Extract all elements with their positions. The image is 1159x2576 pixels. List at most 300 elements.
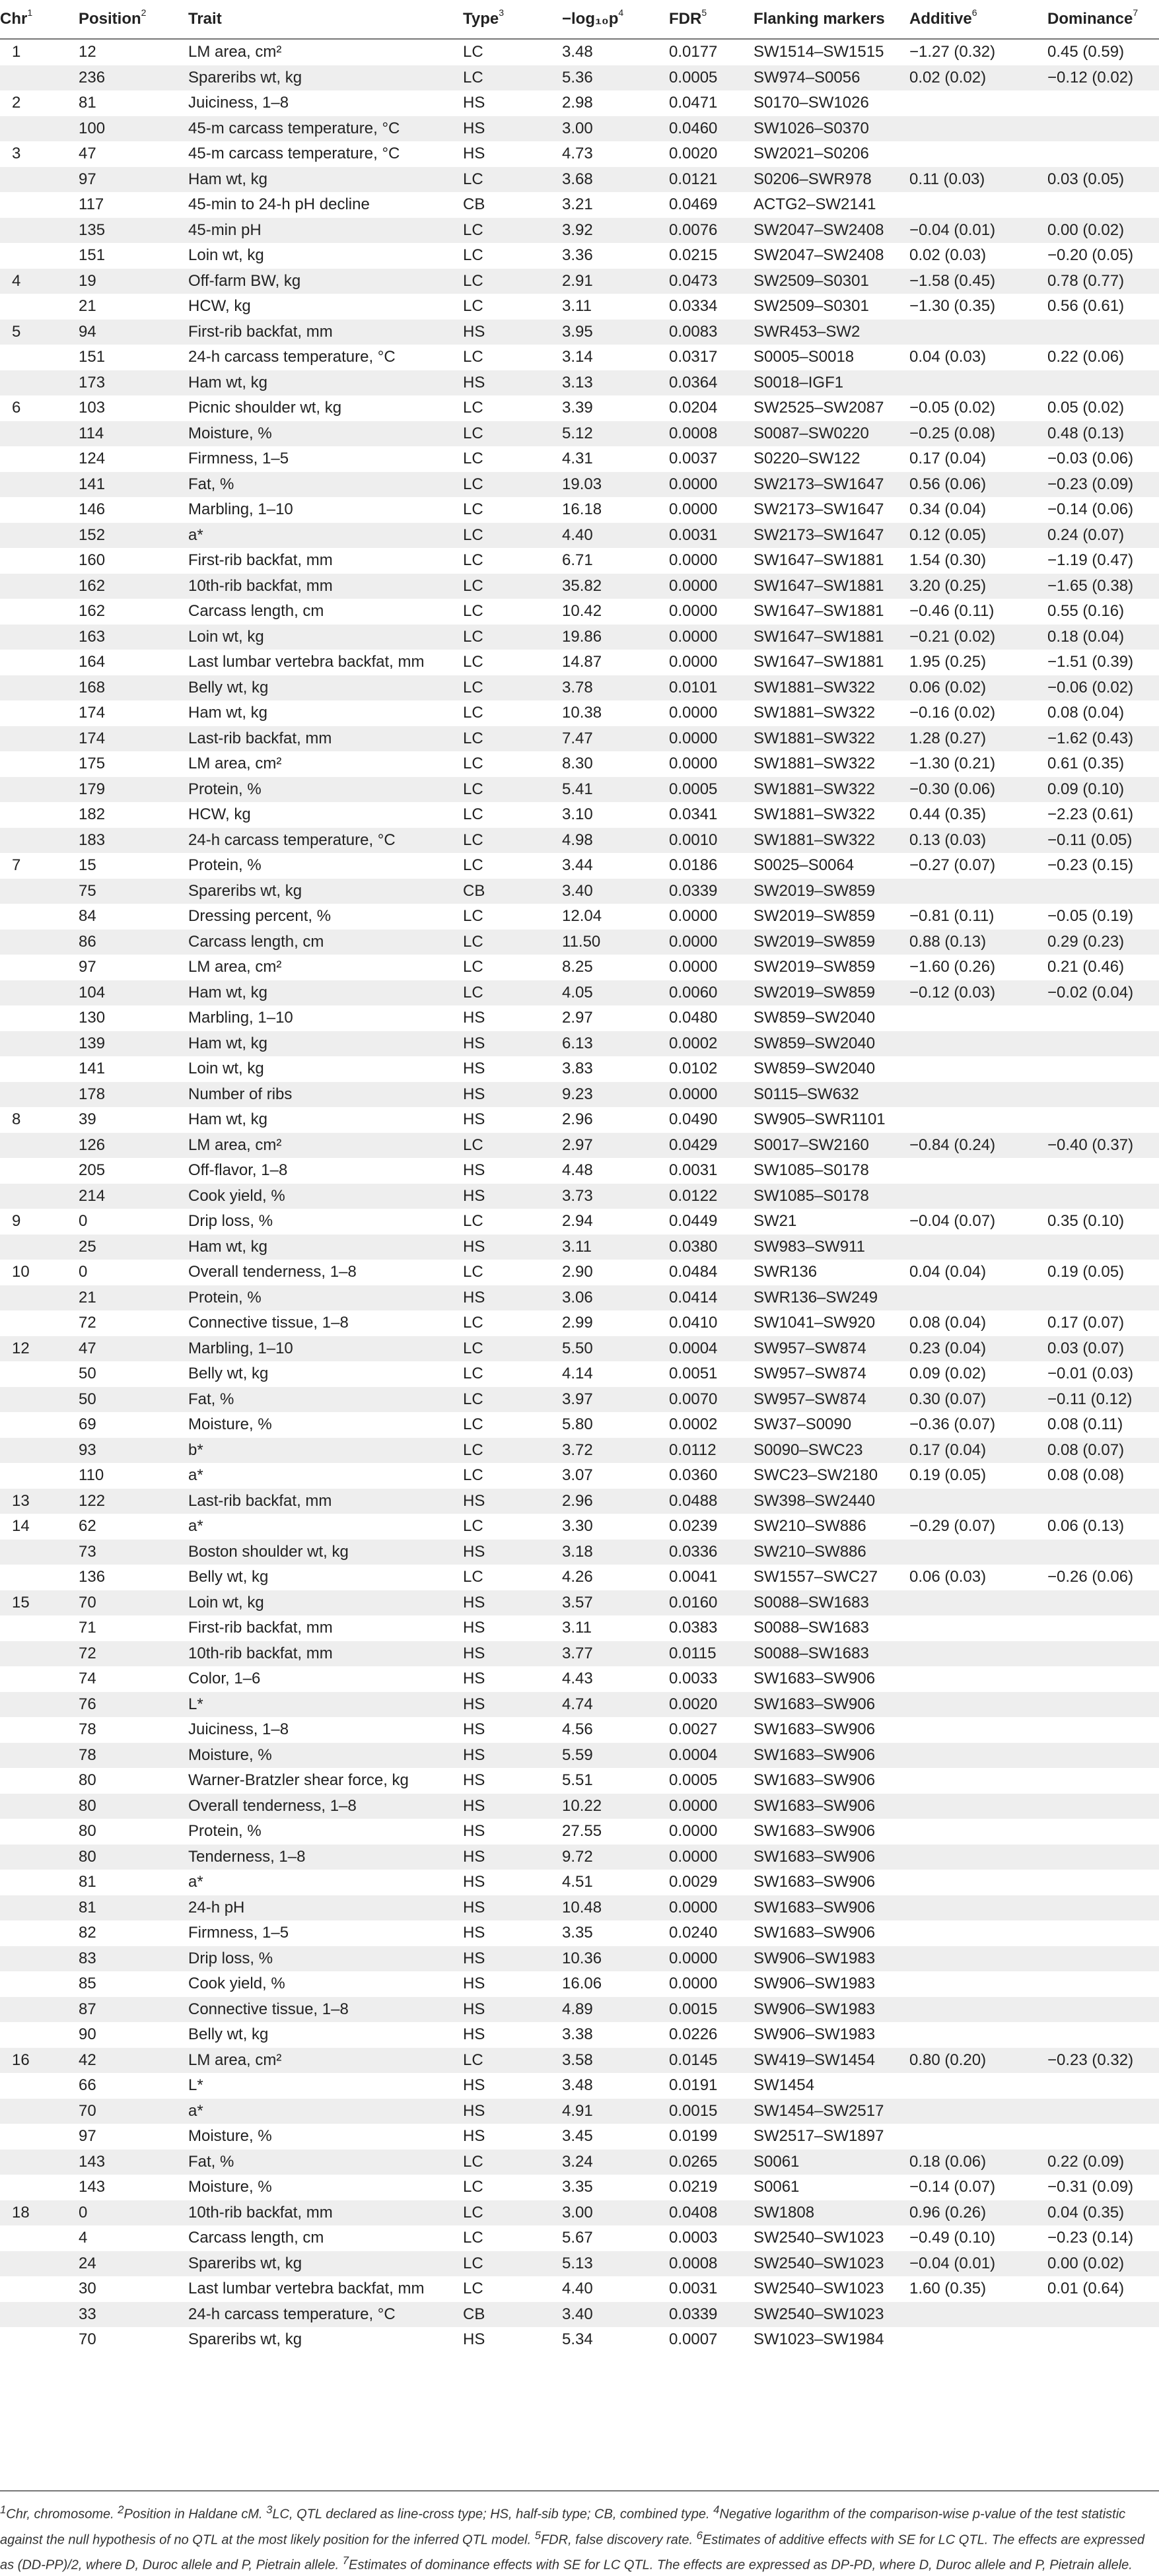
cell-fdr: 0.0364 [669,370,754,396]
cell-flanking-markers: SW2047–SW2408 [754,243,909,269]
cell-chr [0,2150,79,2175]
cell-chr [0,1463,79,1489]
cell-position: 174 [79,700,188,726]
cell-fdr: 0.0002 [669,1031,754,1057]
cell-chr [0,2276,79,2302]
cell-additive [909,1845,1047,1870]
header-type [463,0,562,39]
footnote-marker: 7 [342,2554,349,2567]
cell-type: HS [463,2099,562,2124]
cell-neglog10p: 4.56 [562,1717,669,1743]
table-row [0,675,1159,701]
cell-fdr: 0.0101 [669,675,754,701]
cell-type: LC [463,853,562,879]
cell-chr [0,345,79,370]
cell-chr [0,1946,79,1972]
cell-position: 143 [79,2175,188,2200]
cell-position: 75 [79,879,188,904]
cell-type: LC [463,1209,562,1235]
table-row [0,1615,1159,1641]
cell-neglog10p: 4.74 [562,1692,669,1718]
cell-flanking-markers: SW1647–SW1881 [754,548,909,574]
cell-dominance [1047,1590,1159,1616]
cell-flanking-markers: SW1683–SW906 [754,1819,909,1845]
cell-additive [909,192,1047,218]
cell-additive [909,2099,1047,2124]
cell-dominance [1047,116,1159,142]
table-row [0,446,1159,472]
cell-fdr: 0.0005 [669,777,754,803]
cell-fdr: 0.0186 [669,853,754,879]
cell-fdr: 0.0031 [669,1158,754,1184]
header-label: FDR [669,10,702,28]
cell-neglog10p: 4.91 [562,2099,669,2124]
cell-position: 19 [79,269,188,294]
cell-position: 126 [79,1133,188,1159]
table-row [0,1895,1159,1921]
table-row [0,345,1159,370]
cell-chr [0,2175,79,2200]
cell-neglog10p: 4.40 [562,2276,669,2302]
cell-trait: Carcass length, cm [188,599,463,625]
footnote-text: Negative logarithm of the comparison-wise p-value of the test statistic against the null hypothesis of no QTL at the most likely position for the inferred QTL model. [0,2507,1126,2548]
cell-neglog10p: 14.87 [562,650,669,675]
cell-neglog10p: 3.83 [562,1056,669,1082]
table-row [0,1082,1159,1108]
cell-position: 70 [79,1590,188,1616]
cell-chr: 3 [0,141,79,167]
cell-type: HS [463,1895,562,1921]
cell-neglog10p: 19.03 [562,472,669,498]
cell-flanking-markers: SW1683–SW906 [754,1768,909,1794]
cell-additive: 0.11 (0.03) [909,167,1047,193]
table-row [0,802,1159,828]
cell-type: HS [463,141,562,167]
cell-type: HS [463,1717,562,1743]
table-row [0,1107,1159,1133]
cell-additive [909,879,1047,904]
cell-trait: Ham wt, kg [188,700,463,726]
cell-additive [909,1794,1047,1819]
header-flanking-markers [754,0,909,39]
cell-chr [0,523,79,549]
cell-type: HS [463,1743,562,1769]
cell-neglog10p: 3.45 [562,2124,669,2150]
cell-position: 183 [79,828,188,854]
cell-chr [0,1666,79,1692]
cell-additive: 0.18 (0.06) [909,2150,1047,2175]
cell-position: 236 [79,65,188,91]
cell-fdr: 0.0003 [669,2225,754,2251]
cell-additive [909,2022,1047,2048]
cell-type: CB [463,192,562,218]
cell-chr [0,1743,79,1769]
table-row [0,1184,1159,1209]
table-row [0,2251,1159,2277]
cell-chr [0,1845,79,1870]
cell-dominance: −0.31 (0.09) [1047,2175,1159,2200]
cell-trait: LM area, cm² [188,955,463,980]
cell-trait: Color, 1–6 [188,1666,463,1692]
cell-neglog10p: 3.68 [562,167,669,193]
cell-flanking-markers: S0088–SW1683 [754,1590,909,1616]
cell-chr [0,1133,79,1159]
cell-trait: Ham wt, kg [188,370,463,396]
cell-type: HS [463,1158,562,1184]
table-row [0,1285,1159,1311]
cell-fdr: 0.0010 [669,828,754,854]
cell-position: 93 [79,1438,188,1464]
cell-dominance: −0.23 (0.15) [1047,853,1159,879]
cell-additive: 0.13 (0.03) [909,828,1047,854]
cell-flanking-markers: S0061 [754,2175,909,2200]
cell-additive: −0.04 (0.01) [909,2251,1047,2277]
cell-position: 146 [79,497,188,523]
table-row [0,1235,1159,1260]
cell-flanking-markers: SW398–SW2440 [754,1489,909,1514]
footnote-marker: 4 [713,2503,720,2516]
cell-additive [909,2073,1047,2099]
cell-chr: 13 [0,1489,79,1514]
cell-neglog10p: 5.67 [562,2225,669,2251]
cell-flanking-markers: SW906–SW1983 [754,2022,909,2048]
cell-chr [0,2251,79,2277]
cell-chr [0,1005,79,1031]
cell-flanking-markers: SW1647–SW1881 [754,650,909,675]
cell-additive: 0.56 (0.06) [909,472,1047,498]
table-row [0,141,1159,167]
cell-type: LC [463,650,562,675]
cell-neglog10p: 8.30 [562,751,669,777]
cell-type: LC [463,955,562,980]
cell-trait: Spareribs wt, kg [188,2327,463,2353]
cell-neglog10p: 3.72 [562,1438,669,1464]
cell-dominance [1047,2327,1159,2353]
cell-fdr: 0.0002 [669,1412,754,1438]
cell-position: 74 [79,1666,188,1692]
cell-dominance: 0.61 (0.35) [1047,751,1159,777]
cell-flanking-markers: S0220–SW122 [754,446,909,472]
cell-flanking-markers: SW957–SW874 [754,1336,909,1362]
cell-fdr: 0.0410 [669,1310,754,1336]
cell-flanking-markers: SW1881–SW322 [754,751,909,777]
cell-flanking-markers: SW2525–SW2087 [754,395,909,421]
cell-dominance [1047,1870,1159,1895]
cell-fdr: 0.0005 [669,1768,754,1794]
cell-neglog10p: 4.98 [562,828,669,854]
table-row [0,1260,1159,1285]
cell-type: LC [463,930,562,955]
cell-fdr: 0.0408 [669,2200,754,2226]
cell-type: LC [463,345,562,370]
cell-position: 80 [79,1845,188,1870]
cell-trait: Spareribs wt, kg [188,879,463,904]
cell-trait: LM area, cm² [188,39,463,65]
cell-position: 164 [79,650,188,675]
cell-dominance: 0.18 (0.04) [1047,625,1159,650]
cell-flanking-markers: SWR136–SW249 [754,1285,909,1311]
cell-trait: Last lumbar vertebra backfat, mm [188,650,463,675]
header-footnote-marker: 4 [618,7,624,18]
cell-type: LC [463,446,562,472]
cell-additive [909,1971,1047,1997]
header-position [79,0,188,39]
cell-fdr: 0.0317 [669,345,754,370]
table-row [0,700,1159,726]
cell-flanking-markers: SW1881–SW322 [754,828,909,854]
table-row [0,523,1159,549]
header-chr [0,0,79,39]
cell-neglog10p: 4.51 [562,1870,669,1895]
cell-type: HS [463,1107,562,1133]
cell-trait: LM area, cm² [188,751,463,777]
cell-dominance: −0.02 (0.04) [1047,980,1159,1006]
cell-flanking-markers: SW906–SW1983 [754,1997,909,2023]
cell-chr [0,421,79,447]
cell-trait: Last lumbar vertebra backfat, mm [188,2276,463,2302]
table-row [0,1666,1159,1692]
cell-neglog10p: 3.21 [562,192,669,218]
cell-position: 173 [79,370,188,396]
cell-chr: 10 [0,1260,79,1285]
cell-additive: −1.30 (0.21) [909,751,1047,777]
cell-trait: LM area, cm² [188,1133,463,1159]
cell-additive: −0.49 (0.10) [909,2225,1047,2251]
cell-neglog10p: 3.73 [562,1184,669,1209]
cell-dominance: −1.19 (0.47) [1047,548,1159,574]
cell-additive: −0.27 (0.07) [909,853,1047,879]
cell-trait: Picnic shoulder wt, kg [188,395,463,421]
cell-flanking-markers: S0005–S0018 [754,345,909,370]
cell-type: HS [463,1692,562,1718]
cell-additive [909,1158,1047,1184]
cell-dominance: 0.08 (0.07) [1047,1438,1159,1464]
cell-type: LC [463,574,562,599]
table-row [0,39,1159,65]
cell-trait: Moisture, % [188,421,463,447]
cell-fdr: 0.0360 [669,1463,754,1489]
cell-chr [0,1615,79,1641]
cell-position: 182 [79,802,188,828]
cell-dominance [1047,1184,1159,1209]
cell-trait: Ham wt, kg [188,167,463,193]
table-row [0,497,1159,523]
cell-trait: Firmness, 1–5 [188,446,463,472]
cell-additive: 1.28 (0.27) [909,726,1047,752]
cell-type: LC [463,1336,562,1362]
cell-position: 85 [79,1971,188,1997]
cell-dominance [1047,2302,1159,2328]
cell-additive: 0.34 (0.04) [909,497,1047,523]
cell-fdr: 0.0122 [669,1184,754,1209]
cell-dominance [1047,2073,1159,2099]
cell-chr [0,1997,79,2023]
footnote-marker: 6 [696,2528,703,2542]
cell-position: 0 [79,1209,188,1235]
cell-chr [0,955,79,980]
cell-additive [909,1285,1047,1311]
cell-additive: 0.02 (0.03) [909,243,1047,269]
cell-dominance: 0.08 (0.08) [1047,1463,1159,1489]
cell-type: HS [463,1285,562,1311]
cell-position: 80 [79,1768,188,1794]
cell-flanking-markers: SW859–SW2040 [754,1031,909,1057]
cell-neglog10p: 2.91 [562,269,669,294]
cell-fdr: 0.0051 [669,1361,754,1387]
cell-dominance: 0.56 (0.61) [1047,294,1159,320]
cell-position: 84 [79,904,188,930]
cell-type: LC [463,395,562,421]
cell-neglog10p: 10.42 [562,599,669,625]
cell-flanking-markers: SW1647–SW1881 [754,599,909,625]
cell-chr [0,370,79,396]
table-row [0,1565,1159,1590]
cell-trait: Carcass length, cm [188,2225,463,2251]
cell-additive: 0.08 (0.04) [909,1310,1047,1336]
cell-type: LC [463,980,562,1006]
cell-additive [909,1895,1047,1921]
cell-dominance: 0.55 (0.16) [1047,599,1159,625]
cell-additive: −0.30 (0.06) [909,777,1047,803]
cell-trait: Number of ribs [188,1082,463,1108]
cell-type: HS [463,1082,562,1108]
cell-chr [0,1285,79,1311]
cell-fdr: 0.0112 [669,1438,754,1464]
cell-type: LC [463,599,562,625]
cell-additive [909,2124,1047,2150]
cell-type: LC [463,1387,562,1413]
cell-additive: 0.04 (0.03) [909,345,1047,370]
cell-fdr: 0.0339 [669,2302,754,2328]
cell-dominance: −0.26 (0.06) [1047,1565,1159,1590]
cell-position: 80 [79,1819,188,1845]
cell-type: HS [463,1615,562,1641]
cell-flanking-markers: SW2019–SW859 [754,955,909,980]
cell-additive: −1.30 (0.35) [909,294,1047,320]
cell-neglog10p: 3.11 [562,294,669,320]
cell-chr [0,904,79,930]
cell-flanking-markers: SW2517–SW1897 [754,2124,909,2150]
cell-additive [909,1031,1047,1057]
cell-flanking-markers: SW1683–SW906 [754,1717,909,1743]
cell-type: HS [463,1184,562,1209]
cell-chr: 15 [0,1590,79,1616]
cell-neglog10p: 7.47 [562,726,669,752]
cell-type: HS [463,1031,562,1057]
cell-type: LC [463,472,562,498]
cell-type: HS [463,116,562,142]
cell-chr [0,574,79,599]
cell-flanking-markers: SW1647–SW1881 [754,625,909,650]
cell-dominance [1047,2022,1159,2048]
cell-trait: Moisture, % [188,1743,463,1769]
cell-dominance: 0.21 (0.46) [1047,955,1159,980]
cell-additive: 0.04 (0.04) [909,1260,1047,1285]
cell-position: 47 [79,1336,188,1362]
cell-type: HS [463,1641,562,1667]
cell-chr [0,294,79,320]
cell-dominance [1047,1717,1159,1743]
cell-position: 162 [79,599,188,625]
cell-chr [0,1361,79,1387]
cell-position: 97 [79,2124,188,2150]
cell-type: LC [463,751,562,777]
cell-neglog10p: 16.18 [562,497,669,523]
cell-type: LC [463,218,562,244]
cell-chr [0,1895,79,1921]
table-row [0,320,1159,345]
cell-dominance [1047,1794,1159,1819]
cell-dominance [1047,90,1159,116]
cell-chr [0,1082,79,1108]
cell-type: LC [463,2150,562,2175]
cell-trait: Loin wt, kg [188,243,463,269]
cell-flanking-markers: SW1881–SW322 [754,675,909,701]
cell-fdr: 0.0000 [669,1895,754,1921]
cell-dominance: 0.09 (0.10) [1047,777,1159,803]
cell-fdr: 0.0265 [669,2150,754,2175]
cell-neglog10p: 9.72 [562,1845,669,1870]
cell-flanking-markers: SW859–SW2040 [754,1056,909,1082]
cell-fdr: 0.0000 [669,548,754,574]
cell-flanking-markers: SW1881–SW322 [754,700,909,726]
cell-dominance: −0.11 (0.05) [1047,828,1159,854]
cell-position: 152 [79,523,188,549]
cell-chr [0,1310,79,1336]
cell-position: 81 [79,1895,188,1921]
cell-dominance: 0.01 (0.64) [1047,2276,1159,2302]
cell-position: 81 [79,90,188,116]
cell-additive [909,1997,1047,2023]
cell-flanking-markers: SW1683–SW906 [754,1920,909,1946]
cell-trait: Marbling, 1–10 [188,1336,463,1362]
cell-neglog10p: 5.59 [562,1743,669,1769]
table-row [0,1310,1159,1336]
table-row [0,1361,1159,1387]
cell-flanking-markers: SW1026–S0370 [754,116,909,142]
footnote-text: Position in Haldane cM. [123,2507,267,2522]
table-row [0,853,1159,879]
cell-additive [909,1107,1047,1133]
footnote-marker: 1 [0,2503,7,2516]
cell-flanking-markers: SW1557–SWC27 [754,1565,909,1590]
cell-dominance [1047,1819,1159,1845]
header-label: Additive [909,10,972,28]
cell-flanking-markers: SW2173–SW1647 [754,472,909,498]
cell-type: HS [463,1489,562,1514]
cell-dominance: 0.35 (0.10) [1047,1209,1159,1235]
cell-fdr: 0.0239 [669,1514,754,1540]
cell-type: LC [463,2200,562,2226]
cell-flanking-markers: S0017–SW2160 [754,1133,909,1159]
table-row [0,1590,1159,1616]
cell-additive: 0.09 (0.02) [909,1361,1047,1387]
cell-neglog10p: 3.00 [562,116,669,142]
table-row [0,116,1159,142]
cell-fdr: 0.0000 [669,650,754,675]
cell-dominance: 0.00 (0.02) [1047,218,1159,244]
cell-dominance: −0.03 (0.06) [1047,446,1159,472]
cell-type: LC [463,1133,562,1159]
cell-fdr: 0.0160 [669,1590,754,1616]
cell-dominance [1047,1056,1159,1082]
cell-additive: 1.95 (0.25) [909,650,1047,675]
cell-neglog10p: 3.10 [562,802,669,828]
cell-trait: Last-rib backfat, mm [188,726,463,752]
cell-dominance: −2.23 (0.61) [1047,802,1159,828]
cell-additive: −1.58 (0.45) [909,269,1047,294]
cell-chr: 12 [0,1336,79,1362]
